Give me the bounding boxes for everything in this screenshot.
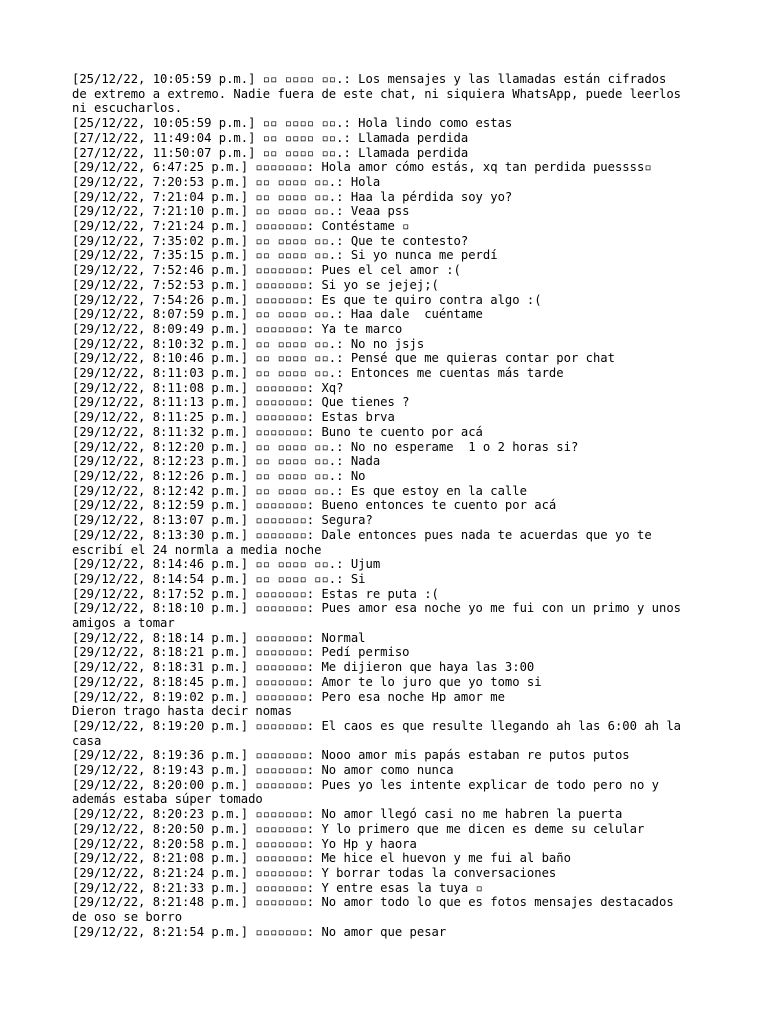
transcript-line: además estaba súper tomado xyxy=(72,792,263,807)
transcript-line: [29/12/22, 7:52:53 p.m.] ▫▫▫▫▫▫▫: Si yo se jejej;( xyxy=(72,277,439,292)
transcript-line: casa xyxy=(72,733,102,748)
transcript-line: [29/12/22, 8:21:48 p.m.] ▫▫▫▫▫▫▫: No amor todo lo que es fotos mensajes destacados xyxy=(72,895,674,910)
transcript-line: [29/12/22, 8:19:20 p.m.] ▫▫▫▫▫▫▫: El caos es que resulte llegando ah las 6:00 ah la xyxy=(72,718,682,733)
transcript-line: [29/12/22, 8:12:23 p.m.] ▫▫ ▫▫▫▫ ▫▫.: Nada xyxy=(72,454,381,469)
transcript-line: [29/12/22, 8:19:02 p.m.] ▫▫▫▫▫▫▫: Pero esa noche Hp amor me xyxy=(72,689,505,704)
transcript-line: de extremo a extremo. Nadie fuera de este chat, ni siquiera WhatsApp, puede leerlos xyxy=(72,86,682,101)
transcript-line: [27/12/22, 11:50:07 p.m.] ▫▫ ▫▫▫▫ ▫▫.: Llamada perdida xyxy=(72,145,469,160)
chat-transcript xyxy=(72,72,712,939)
transcript-line: [29/12/22, 7:54:26 p.m.] ▫▫▫▫▫▫▫: Es que te quiro contra algo :( xyxy=(72,292,542,307)
transcript-line: [29/12/22, 6:47:25 p.m.] ▫▫▫▫▫▫▫: Hola amor cómo estás, xq tan perdida puessss▫ xyxy=(72,160,652,175)
transcript-line: [29/12/22, 8:07:59 p.m.] ▫▫ ▫▫▫▫ ▫▫.: Haa dale cuéntame xyxy=(72,307,483,322)
transcript-line: [29/12/22, 7:35:02 p.m.] ▫▫ ▫▫▫▫ ▫▫.: Que te contesto? xyxy=(72,233,469,248)
transcript-line: [29/12/22, 7:20:53 p.m.] ▫▫ ▫▫▫▫ ▫▫.: Hola xyxy=(72,174,381,189)
transcript-line: [29/12/22, 8:12:42 p.m.] ▫▫ ▫▫▫▫ ▫▫.: Es que estoy en la calle xyxy=(72,483,527,498)
transcript-line: [29/12/22, 8:20:50 p.m.] ▫▫▫▫▫▫▫: Y lo primero que me dicen es deme su celular xyxy=(72,821,645,836)
transcript-line: [29/12/22, 7:52:46 p.m.] ▫▫▫▫▫▫▫: Pues el cel amor :( xyxy=(72,263,461,278)
transcript-line: [29/12/22, 8:12:20 p.m.] ▫▫ ▫▫▫▫ ▫▫.: No no esperame 1 o 2 horas si? xyxy=(72,439,579,454)
transcript-line: escribí el 24 normla a media noche xyxy=(72,542,322,557)
transcript-line: [29/12/22, 8:11:08 p.m.] ▫▫▫▫▫▫▫: Xq? xyxy=(72,380,344,395)
transcript-line: [29/12/22, 8:18:45 p.m.] ▫▫▫▫▫▫▫: Amor te lo juro que yo tomo si xyxy=(72,674,542,689)
transcript-line: [29/12/22, 8:10:32 p.m.] ▫▫ ▫▫▫▫ ▫▫.: No no jsjs xyxy=(72,336,425,351)
transcript-line: [25/12/22, 10:05:59 p.m.] ▫▫ ▫▫▫▫ ▫▫.: Hola lindo como estas xyxy=(72,116,513,131)
transcript-line: [29/12/22, 8:17:52 p.m.] ▫▫▫▫▫▫▫: Estas re puta :( xyxy=(72,586,439,601)
transcript-line: [27/12/22, 11:49:04 p.m.] ▫▫ ▫▫▫▫ ▫▫.: Llamada perdida xyxy=(72,130,469,145)
transcript-line: [29/12/22, 8:11:32 p.m.] ▫▫▫▫▫▫▫: Buno te cuento por acá xyxy=(72,424,483,439)
transcript-line: [29/12/22, 8:11:03 p.m.] ▫▫ ▫▫▫▫ ▫▫.: Entonces me cuentas más tarde xyxy=(72,366,564,381)
transcript-line: [29/12/22, 7:21:04 p.m.] ▫▫ ▫▫▫▫ ▫▫.: Haa la pérdida soy yo? xyxy=(72,189,513,204)
transcript-line: [29/12/22, 8:18:10 p.m.] ▫▫▫▫▫▫▫: Pues amor esa noche yo me fui con un primo y unos xyxy=(72,601,682,616)
transcript-line: [29/12/22, 7:21:10 p.m.] ▫▫ ▫▫▫▫ ▫▫.: Veaa pss xyxy=(72,204,410,219)
transcript-line: [29/12/22, 8:20:23 p.m.] ▫▫▫▫▫▫▫: No amor llegó casi no me habren la puerta xyxy=(72,807,623,822)
transcript-line: [29/12/22, 8:13:07 p.m.] ▫▫▫▫▫▫▫: Segura? xyxy=(72,513,373,528)
transcript-line: [29/12/22, 7:21:24 p.m.] ▫▫▫▫▫▫▫: Contéstame ▫ xyxy=(72,219,410,234)
transcript-line: [29/12/22, 8:09:49 p.m.] ▫▫▫▫▫▫▫: Ya te marco xyxy=(72,321,403,336)
transcript-line: [29/12/22, 8:21:33 p.m.] ▫▫▫▫▫▫▫: Y entre esas la tuya ▫ xyxy=(72,880,483,895)
transcript-line: amigos a tomar xyxy=(72,616,175,631)
transcript-line: [25/12/22, 10:05:59 p.m.] ▫▫ ▫▫▫▫ ▫▫.: Los mensajes y las llamadas están cifrados xyxy=(72,72,667,86)
transcript-line: [29/12/22, 8:18:31 p.m.] ▫▫▫▫▫▫▫: Me dijieron que haya las 3:00 xyxy=(72,660,535,675)
transcript-line: [29/12/22, 8:18:14 p.m.] ▫▫▫▫▫▫▫: Normal xyxy=(72,630,366,645)
transcript-line: [29/12/22, 8:21:08 p.m.] ▫▫▫▫▫▫▫: Me hice el huevon y me fui al baño xyxy=(72,851,571,866)
transcript-line: [29/12/22, 8:18:21 p.m.] ▫▫▫▫▫▫▫: Pedí permiso xyxy=(72,645,410,660)
transcript-line: [29/12/22, 7:35:15 p.m.] ▫▫ ▫▫▫▫ ▫▫.: Si yo nunca me perdí xyxy=(72,248,498,263)
transcript-line: [29/12/22, 8:14:54 p.m.] ▫▫ ▫▫▫▫ ▫▫.: Si xyxy=(72,571,366,586)
transcript-line: [29/12/22, 8:11:13 p.m.] ▫▫▫▫▫▫▫: Que tienes ? xyxy=(72,395,410,410)
transcript-line: [29/12/22, 8:10:46 p.m.] ▫▫ ▫▫▫▫ ▫▫.: Pensé que me quieras contar por chat xyxy=(72,351,615,366)
transcript-line: [29/12/22, 8:20:00 p.m.] ▫▫▫▫▫▫▫: Pues yo les intente explicar de todo pero no y xyxy=(72,777,659,792)
transcript-line: [29/12/22, 8:12:59 p.m.] ▫▫▫▫▫▫▫: Bueno entonces te cuento por acá xyxy=(72,498,557,513)
transcript-line: [29/12/22, 8:12:26 p.m.] ▫▫ ▫▫▫▫ ▫▫.: No xyxy=(72,468,366,483)
transcript-line: [29/12/22, 8:14:46 p.m.] ▫▫ ▫▫▫▫ ▫▫.: Ujum xyxy=(72,557,381,572)
transcript-line: [29/12/22, 8:21:24 p.m.] ▫▫▫▫▫▫▫: Y borrar todas la conversaciones xyxy=(72,865,557,880)
transcript-line: Dieron trago hasta decir nomas xyxy=(72,704,293,719)
transcript-line: de oso se borro xyxy=(72,910,183,925)
transcript-line: ni escucharlos. xyxy=(72,101,183,116)
transcript-line: [29/12/22, 8:11:25 p.m.] ▫▫▫▫▫▫▫: Estas brva xyxy=(72,410,395,425)
transcript-line: [29/12/22, 8:21:54 p.m.] ▫▫▫▫▫▫▫: No amor que pesar xyxy=(72,924,447,939)
transcript-line: [29/12/22, 8:13:30 p.m.] ▫▫▫▫▫▫▫: Dale entonces pues nada te acuerdas que yo te xyxy=(72,527,652,542)
transcript-line: [29/12/22, 8:20:58 p.m.] ▫▫▫▫▫▫▫: Yo Hp y haora xyxy=(72,836,417,851)
transcript-line: [29/12/22, 8:19:43 p.m.] ▫▫▫▫▫▫▫: No amor como nunca xyxy=(72,763,454,778)
transcript-line: [29/12/22, 8:19:36 p.m.] ▫▫▫▫▫▫▫: Nooo amor mis papás estaban re putos putos xyxy=(72,748,630,763)
